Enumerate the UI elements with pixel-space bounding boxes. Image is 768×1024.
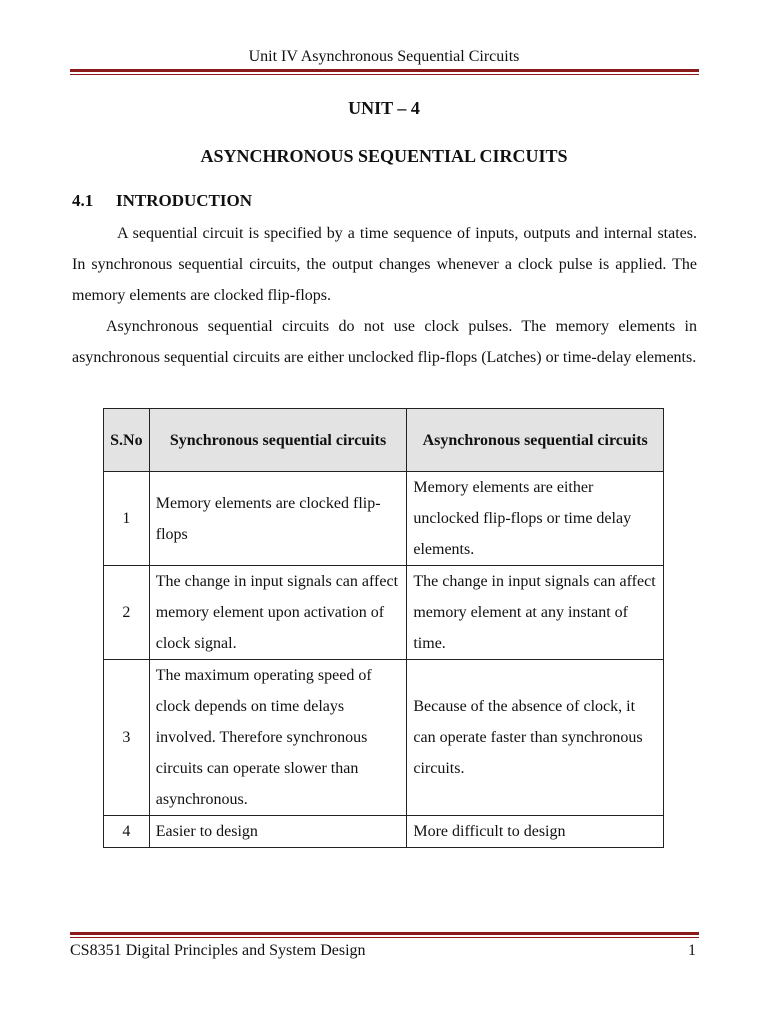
intro-paragraph-1: A sequential circuit is specified by a time sequence of inputs, outputs and internal states. In synchronous sequential circuits, the output changes whenever a clock pulse is applied. The memory elements are clocked flip-flops. [72, 225, 697, 304]
header-asynchronous: Asynchronous sequential circuits [407, 409, 664, 472]
page-number: 1 [688, 942, 696, 959]
row-synchronous-cell: Easier to design [149, 816, 407, 848]
row-sno: 2 [104, 566, 150, 660]
header-rule [70, 69, 699, 75]
header-rule-thick [70, 69, 699, 72]
table-row [104, 660, 664, 816]
intro-paragraph-2: Asynchronous sequential circuits do not use clock pulses. The memory elements in asynchronous sequential circuits are either unclocked flip-flops (Latches) or time-delay elements. [72, 318, 697, 366]
section-title: INTRODUCTION [116, 191, 253, 210]
row-synchronous-cell: The change in input signals can affect memory element upon activation of clock signal. [149, 566, 407, 660]
table-row [104, 566, 664, 660]
row-sno: 3 [104, 660, 150, 816]
header-sno: S.No [104, 409, 150, 472]
footer-rule [70, 932, 699, 938]
running-header: Unit IV Asynchronous Sequential Circuits [248, 48, 520, 65]
header-synchronous: Synchronous sequential circuits [149, 409, 407, 472]
row-synchronous-cell: The maximum operating speed of clock depends on time delays involved. Therefore synchronous circuits can operate slower than asynchronous. [149, 660, 407, 816]
table-row [104, 472, 664, 566]
row-asynchronous-cell: The change in input signals can affect memory element at any instant of time. [407, 566, 664, 660]
footer-rule-thick [70, 932, 699, 935]
header-rule-thin [70, 74, 699, 75]
chapter-title: ASYNCHRONOUS SEQUENTIAL CIRCUITS [200, 146, 568, 166]
unit-title: UNIT – 4 [348, 98, 420, 118]
row-sno: 1 [104, 472, 150, 566]
comparison-table [103, 408, 664, 848]
row-asynchronous-cell: More difficult to design [407, 816, 664, 848]
section-number: 4.1 [72, 191, 94, 210]
footer-rule-thin [70, 937, 699, 938]
footer-course: CS8351 Digital Principles and System Design [70, 942, 366, 959]
row-asynchronous-cell: Memory elements are either unclocked flip-flops or time delay elements. [407, 472, 664, 566]
table-header-row [104, 409, 664, 472]
row-asynchronous-cell: Because of the absence of clock, it can operate faster than synchronous circuits. [407, 660, 664, 816]
section-heading [72, 190, 252, 212]
row-sno: 4 [104, 816, 150, 848]
table-row [104, 816, 664, 848]
row-synchronous-cell: Memory elements are clocked flip-flops [149, 472, 407, 566]
